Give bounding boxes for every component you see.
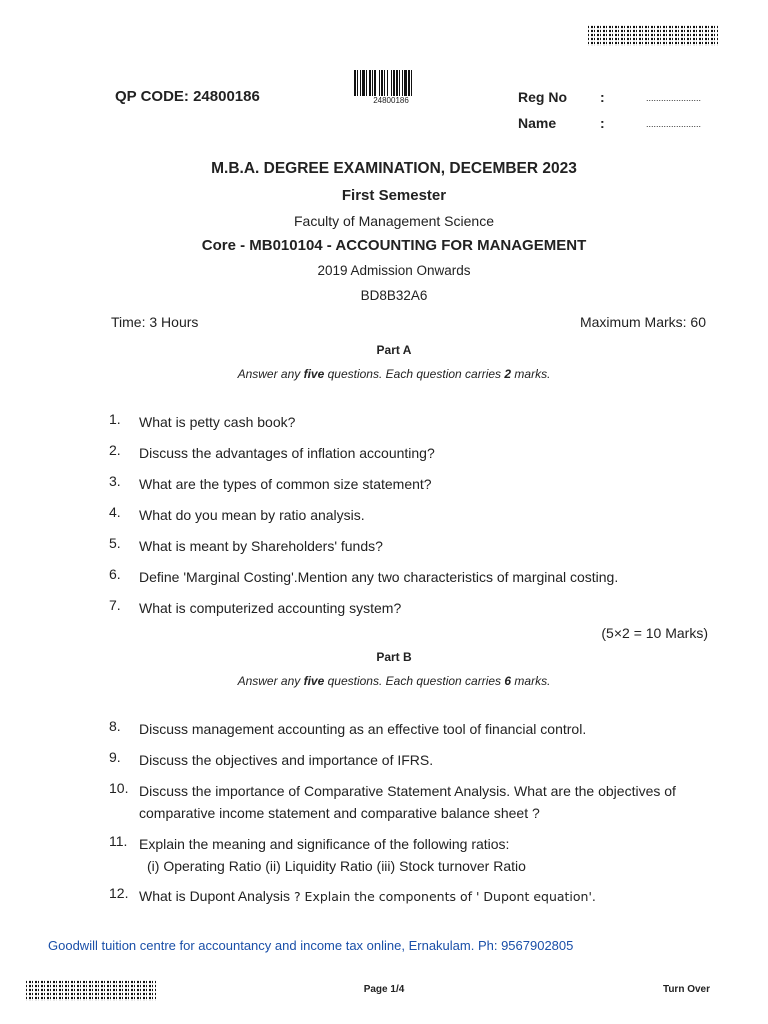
page-number: Page 1/4 [363,984,405,995]
qp-barcode-number: 24800186 [373,96,409,105]
question-text: What is meant by Shareholders' funds? [139,538,383,554]
name-colon: : [600,115,605,131]
turn-over: Turn Over [662,984,710,995]
faculty-title: Faculty of Management Science [294,213,494,229]
part-b-instructions: Answer any five questions. Each question carries 6 marks. [237,674,551,688]
question-text: Discuss management accounting as an effective tool of financial control. [139,721,587,737]
footer-note: Goodwill tuition centre for accountancy and income tax online, Ernakulam. Ph: 9567902805 [48,938,574,953]
time-allowed: Time: 3 Hours [111,314,199,330]
question-text: Define 'Marginal Costing'.Mention any two characteristics of marginal costing. [139,569,619,585]
question-text: What do you mean by ratio analysis. [139,507,365,523]
question-number: 2. [109,442,121,458]
part-a-title: Part A [376,343,412,357]
reg-no-colon: : [600,89,605,105]
name-label: Name [518,115,557,131]
question-number: 8. [109,718,121,734]
question-number: 7. [109,597,121,613]
part-a-marks-total: (5×2 = 10 Marks) [601,625,708,641]
top-right-barcode [588,25,718,46]
admission-title: 2019 Admission Onwards [317,263,471,278]
reg-no-label: Reg No [518,89,567,105]
question-text: Explain the meaning and significance of the following ratios: (i) Operating Ratio (ii) Liquidity Ratio (iii) Stock turnover Ratio [139,836,526,874]
question-number: 5. [109,535,121,551]
question-text: Discuss the importance of Comparative Statement Analysis. What are the objectives of comparative income statement and comparative balance sheet ? [139,783,676,821]
question-number: 11. [109,833,128,849]
question-number: 1. [109,411,121,427]
question-number: 12. [109,885,129,901]
question-number: 9. [109,749,121,765]
part-b-title: Part B [376,650,412,664]
exam-title: M.B.A. DEGREE EXAMINATION, DECEMBER 2023 [211,160,577,177]
question-number: 3. [109,473,121,489]
question-number: 10. [109,780,129,796]
question-number: 4. [109,504,121,520]
qp-code: QP CODE: 24800186 [115,88,260,105]
question-text: Discuss the objectives and importance of IFRS. [139,752,434,768]
paper-code: BD8B32A6 [360,288,428,303]
part-a-instructions: Answer any five questions. Each question carries 2 marks. [237,367,551,381]
semester-title: First Semester [341,187,447,204]
qp-barcode [354,70,428,96]
course-title: Core - MB010104 - ACCOUNTING FOR MANAGEMENT [201,237,587,254]
question-text: What is computerized accounting system? [139,600,402,616]
question-number: 6. [109,566,121,582]
question-text: What is Dupont Analysis ? Explain the components of ' Dupont equation'. [139,888,596,904]
question-text: What are the types of common size statement? [139,476,432,492]
name-blank: ...................... [646,119,702,129]
question-text: Discuss the advantages of inflation accounting? [139,445,435,461]
maximum-marks: Maximum Marks: 60 [579,314,706,330]
question-text: What is petty cash book? [139,414,296,430]
reg-no-blank: ...................... [646,93,702,103]
